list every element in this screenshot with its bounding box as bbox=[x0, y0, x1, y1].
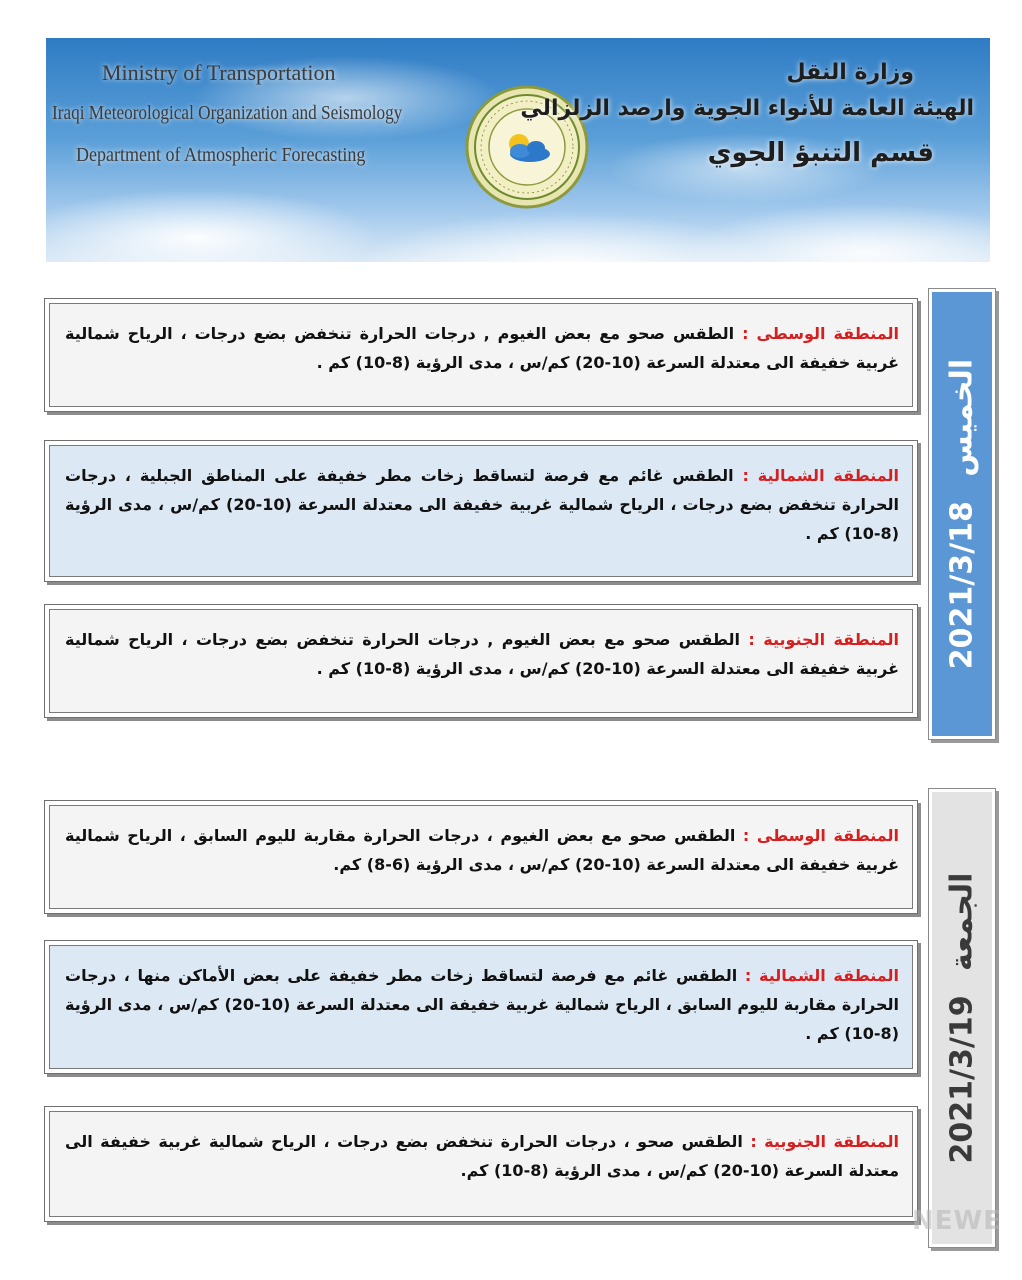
ministry-name-en: Ministry of Transportation bbox=[102, 60, 336, 85]
department-name-ar: قسم التنبؤ الجوي bbox=[707, 138, 934, 168]
region-forecast: الطقس صحو مع بعض الغيوم , درجات الحرارة تنخفض بضع درجات ، الرياح شمالية غربية خفيفة الى معتدلة السرعة (10-20) كم/س ، مدى الرؤية (8-10) كم . bbox=[65, 630, 899, 678]
forecast-day2-south bbox=[44, 1106, 918, 1222]
forecast-day2-north bbox=[44, 940, 918, 1074]
forecast-day1-south bbox=[44, 604, 918, 718]
region-forecast: الطقس غائم مع فرصة لتساقط زخات مطر خفيفة على المناطق الجبلية ، درجات الحرارة تنخفض بضع درجات ، الرياح شمالية غربية خفيفة الى معتدلة السرعة (10-20) كم/س ، مدى الرؤية (8-10) كم . bbox=[65, 466, 899, 543]
organization-name-en: Iraqi Meteorological Organization and Seismology bbox=[52, 102, 403, 124]
ministry-name-ar: وزارة النقل bbox=[786, 60, 914, 85]
day1-date: 2021/3/18 bbox=[944, 501, 980, 670]
watermark: NEWE bbox=[912, 1206, 1002, 1236]
day2-date-panel bbox=[928, 788, 996, 1248]
region-name: المنطقة الوسطى bbox=[756, 324, 900, 343]
region-separator: : bbox=[750, 1132, 757, 1151]
region-forecast: الطقس صحو مع بعض الغيوم ، درجات الحرارة مقاربة لليوم السابق ، الرياح شمالية غربية خفيفة الى معتدلة السرعة (10-20) كم/س ، مدى الرؤية (6-8) كم. bbox=[65, 826, 899, 874]
day1-weekday: الخميس bbox=[944, 358, 980, 477]
header-banner bbox=[46, 38, 990, 262]
region-name: المنطقة الشمالية bbox=[757, 466, 899, 485]
region-name: المنطقة الجنوبية bbox=[764, 1132, 900, 1151]
day2-date: 2021/3/19 bbox=[944, 995, 980, 1164]
region-separator: : bbox=[742, 466, 749, 485]
region-separator: : bbox=[742, 324, 749, 343]
region-forecast: الطقس غائم مع فرصة لتساقط زخات مطر خفيفة على بعض الأماكن منها ، درجات الحرارة مقاربة لليوم السابق ، الرياح شمالية غربية خفيفة الى معتدلة السرعة (10-20) كم/س ، مدى الرؤية (8-10) كم . bbox=[65, 966, 900, 1043]
forecast-day2-central bbox=[44, 800, 918, 914]
region-name: المنطقة الشمالية bbox=[759, 966, 899, 985]
region-separator: : bbox=[742, 826, 750, 845]
region-forecast: الطقس صحو مع بعض الغيوم , درجات الحرارة تنخفض بضع درجات ، الرياح شمالية غربية خفيفة الى معتدلة السرعة (10-20) كم/س ، مدى الرؤية (8-10) كم . bbox=[65, 324, 899, 372]
region-forecast: الطقس صحو ، درجات الحرارة تنخفض بضع درجات ، الرياح شمالية غربية خفيفة الى معتدلة السرعة (10-20) كم/س ، مدى الرؤية (8-10) كم. bbox=[65, 1132, 899, 1180]
day2-weekday: الجمعة bbox=[944, 872, 980, 971]
region-name: المنطقة الوسطى bbox=[756, 826, 900, 845]
region-name: المنطقة الجنوبية bbox=[763, 630, 900, 649]
day1-date-panel bbox=[928, 288, 996, 740]
region-separator: : bbox=[744, 966, 752, 985]
forecast-day1-central bbox=[44, 298, 918, 412]
forecast-day1-north bbox=[44, 440, 918, 582]
region-separator: : bbox=[748, 630, 755, 649]
organization-name-ar: الهيئة العامة للأنواء الجوية وارصد الزلزالي bbox=[520, 96, 974, 121]
department-name-en: Department of Atmospheric Forecasting bbox=[76, 144, 366, 166]
